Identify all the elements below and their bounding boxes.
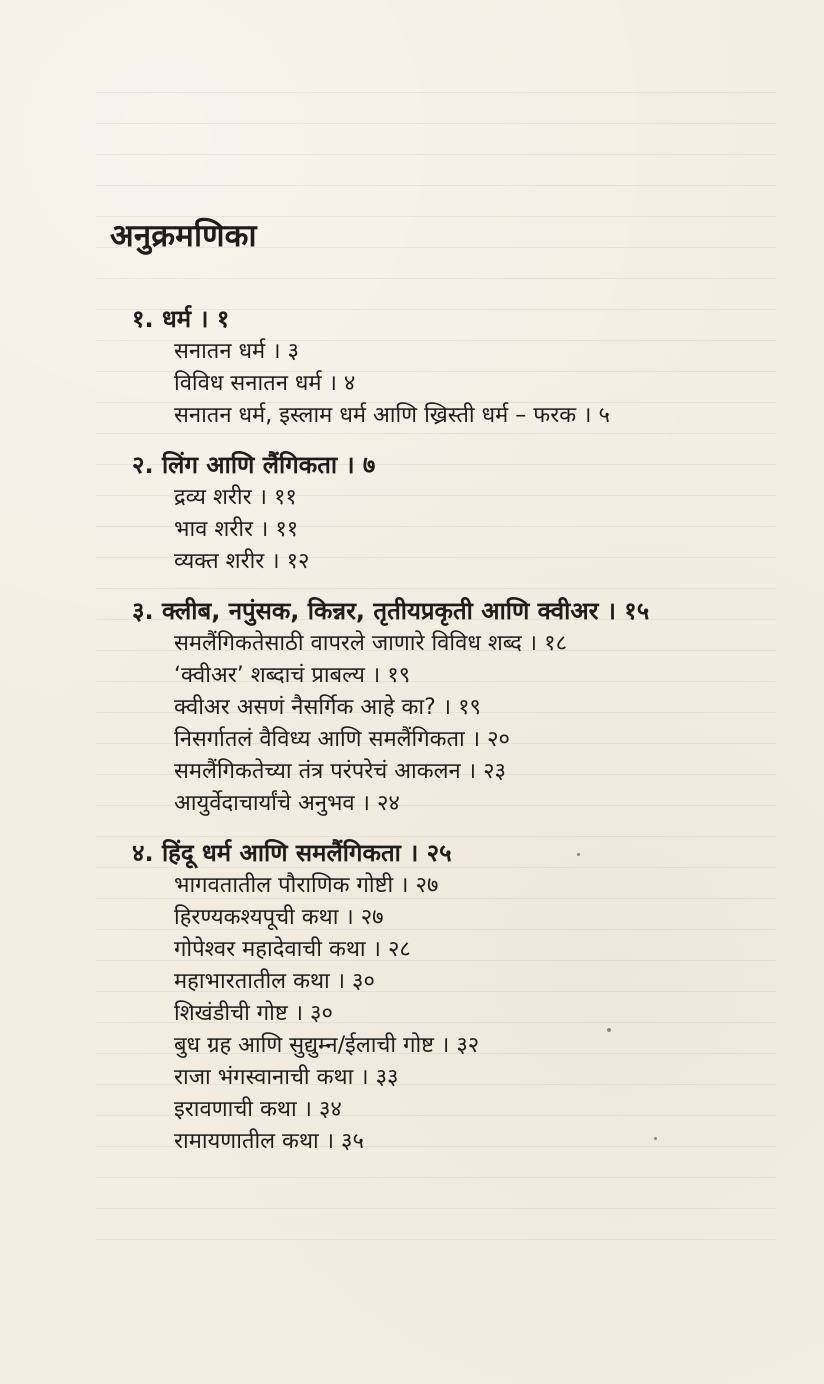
- print-speck: [654, 1137, 657, 1140]
- toc-item: गोपेश्वर महादेवाची कथा । २८: [174, 937, 411, 962]
- toc-item: महाभारतातील कथा । ३०: [174, 969, 375, 994]
- toc-item: व्यक्त शरीर । १२: [174, 549, 310, 574]
- toc-item: समलैंगिकतेसाठी वापरले जाणारे विविध शब्द । १८: [174, 631, 568, 656]
- toc-item: सनातन धर्म । ३: [174, 339, 299, 364]
- print-speck: [577, 853, 580, 856]
- toc-section-3: [132, 594, 762, 820]
- toc-item: ‘क्वीअर’ शब्दाचं प्राबल्य । १९: [174, 663, 411, 688]
- toc-item: सनातन धर्म, इस्लाम धर्म आणि ख्रिस्ती धर्म – फरक । ५: [174, 403, 610, 428]
- toc-item: बुध ग्रह आणि सुद्युम्न/ईलाची गोष्ट । ३२: [174, 1033, 480, 1058]
- toc-item: इरावणाची कथा । ३४: [174, 1097, 342, 1122]
- toc-item: समलैंगिकतेच्या तंत्र परंपरेचं आकलन । २३: [174, 759, 506, 784]
- section-heading: ३. क्लीब, नपुंसक, किन्नर, तृतीयप्रकृती आणि क्वीअर । १५: [132, 597, 650, 625]
- toc-item: रामायणातील कथा । ३५: [174, 1129, 364, 1154]
- print-speck: [607, 1028, 611, 1032]
- toc-item: भाव शरीर । ११: [174, 517, 299, 542]
- section-heading: १. धर्म । १: [132, 305, 230, 333]
- toc-item: निसर्गातलं वैविध्य आणि समलैंगिकता । २०: [174, 727, 510, 752]
- toc-section-2: [132, 448, 762, 578]
- section-heading: २. लिंग आणि लैंगिकता । ७: [132, 451, 376, 479]
- toc-item: भागवतातील पौराणिक गोष्टी । २७: [174, 873, 439, 898]
- toc-item: आयुर्वेदाचार्यांचे अनुभव । २४: [174, 791, 400, 816]
- section-items: [174, 870, 762, 1158]
- section-items: [174, 628, 762, 820]
- toc-section-1: [132, 302, 762, 432]
- toc-item: विविध सनातन धर्म । ४: [174, 371, 356, 396]
- toc-item: द्रव्य शरीर । ११: [174, 485, 297, 510]
- toc-section-4: [132, 836, 762, 1158]
- section-items: [174, 336, 762, 432]
- table-of-contents: [132, 302, 762, 1174]
- toc-item: हिरण्यकश्यपूची कथा । २७: [174, 905, 384, 930]
- toc-item: शिखंडीची गोष्ट । ३०: [174, 1001, 333, 1026]
- toc-title: अनुक्रमणिका: [110, 218, 257, 254]
- toc-item: राजा भंगस्वानाची कथा । ३३: [174, 1065, 399, 1090]
- section-heading: ४. हिंदू धर्म आणि समलैंगिकता । २५: [132, 839, 452, 867]
- toc-item: क्वीअर असणं नैसर्गिक आहे का? । १९: [174, 695, 481, 720]
- section-items: [174, 482, 762, 578]
